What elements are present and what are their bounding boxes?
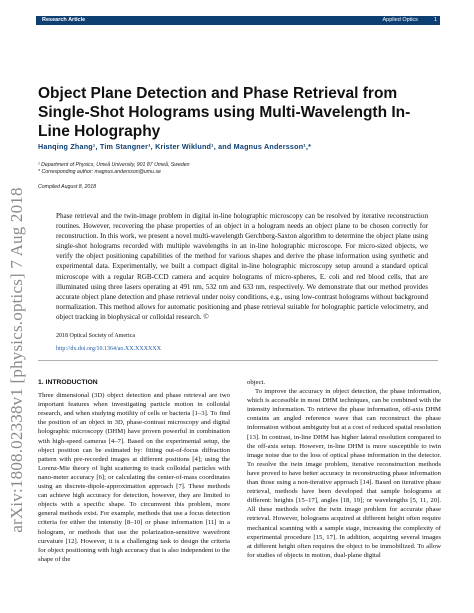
abstract: Phase retrieval and the twin-image problem in digital in-line holographic microscopy can be resolved by iterative reconstruction routines. However, recovering the phase properties of an object in a hologram needs an object plane to be chosen correctly for reconstruction. In this work, we present a novel multi-wavelength Gerchberg-Saxton algorithm to determine the object plane using single-shot holograms recorded with multiple wavelengths in an in-line holographic microscope. For micro-sized objects, we verify the object positioning capabilities of the method for various shapes and derive the phase information using synthetic and experimental data. Experimentally, we built a compact digital in-line holographic microscopy setup around a standard optical microscope with a regular RGB-CCD camera and acquire holograms of micro-spheres, E. coli and red blood cells, that are illuminated using three lasers operating at 491 nm, 532 nm and 633 nm, respectively. We demonstrate that our method provides accurate object plane detection and phase retrieval under noisy conditions, e.g., using low-contrast holograms without background normalization. This method allows for automatic positioning and phase retrieval suitable for holographic particle velocimetry, and object tracking in biophysical or colloidal research. © [56, 212, 428, 321]
article-type-label: Research Article [42, 17, 86, 23]
journal-header-bar [36, 16, 440, 25]
journal-name [366, 16, 437, 25]
right-column [247, 378, 441, 560]
paper-title: Object Plane Detection and Phase Retrieval from Single-Shot Holograms using Multi-Wavelength In-Line Holography [38, 85, 411, 140]
intro-paragraph-1: Three dimensional (3D) object detection and phase retrieval are two important features when investigating particle motion in colloidal research, and when studying motility of cells or bacteria [1–3]. To find the position of an object in 3D, phase-contrast microscopy and digital holographic microscopy (DHM) have proven powerful in combination with high-speed cameras [4–7]. Based on the experimental setup, the object position can be estimated by: fitting out-of-focus diffraction pattern with pre-recorded images at different positions [4]; using the Lorenz-Mie theory of light scattering to track colloidal particles with nano-meter accuracy [6]; or calculating the center-of-mass coordinates using an discrete-dipole-approximation approach [7]. These methods can achieve high accuracy for detection, however, they are limited to objects with a specific shape. To circumvent this problem, more general methods exist. For example, methods that use a focus detection criteria for either the intensity [8–10] or phase information [11] in a hologram, or methods that use the polarization-sensitive wavefront curvature [12]. However, it is a challenging task to design the criteria for object positioning with high accuracy that is also independent to the shape of the [38, 392, 230, 563]
corresponding-author: * Corresponding author: magnus.andersson@umu.se [38, 169, 161, 175]
doi-link[interactable]: http://dx.doi.org/10.1364/ao.XX.XXXXXX [56, 346, 162, 352]
affiliations [38, 162, 438, 176]
affiliation-1: ¹ Department of Physics, Umeå University, 901 87 Umeå, Sweden [38, 162, 190, 168]
copyright-notice: 2018 Optical Society of America [56, 333, 135, 339]
author-list: Hanqing Zhang¹, Tim Stangner¹, Krister Wiklund¹, and Magnus Andersson¹,* [38, 142, 312, 151]
section-heading: 1. INTRODUCTION [38, 379, 98, 386]
section-divider [38, 360, 438, 361]
compiled-date: Compiled August 8, 2018 [38, 184, 97, 190]
left-column [38, 378, 230, 564]
arxiv-sidebar [2, 150, 32, 570]
page-number: 1 [433, 17, 437, 23]
arxiv-identifier: arXiv:1808.02338v1 [physics.optics] 7 Aug 2018 [7, 187, 26, 533]
intro-continuation: object. [247, 379, 266, 386]
intro-paragraph-2: To improve the accuracy in object detection, the phase information, which is accessible in most DHM techniques, can be combined with the intensity information. To retrieve the phase information, off-axis DHM contains an angled reference wave that can reconstruct the phase information without ambiguity but at a cost of reduced spatial resolution [13]. In contrast, in-line DHM has higher lateral resolution compared to the off-axis setup. However, in-line DHM is more susceptible to twin image noise due to the loss of optical phase information in the detector. To resolve the twin image problem, iterative reconstruction methods have proved to have better accuracy in reconstructing phase information than those using a non-iterative approach [14]. Based on iterative phase retrieval, methods have been developed that sample holograms at different: heights [15–17], angles [18, 19]; or wavelengths [5, 11, 20]. All these methods solve the twin image problem for accurate phase retrieval. However, holograms acquired at different height often require mechanical scanning with a sample stage, increasing the complexity of experimental procedure [15, 17]. In addition, acquiring several images at different height often requires the object to be immobilized. To allow for studies of objects in motion, dual-plane digital [247, 388, 441, 559]
journal-title: Applied Optics [382, 17, 418, 23]
